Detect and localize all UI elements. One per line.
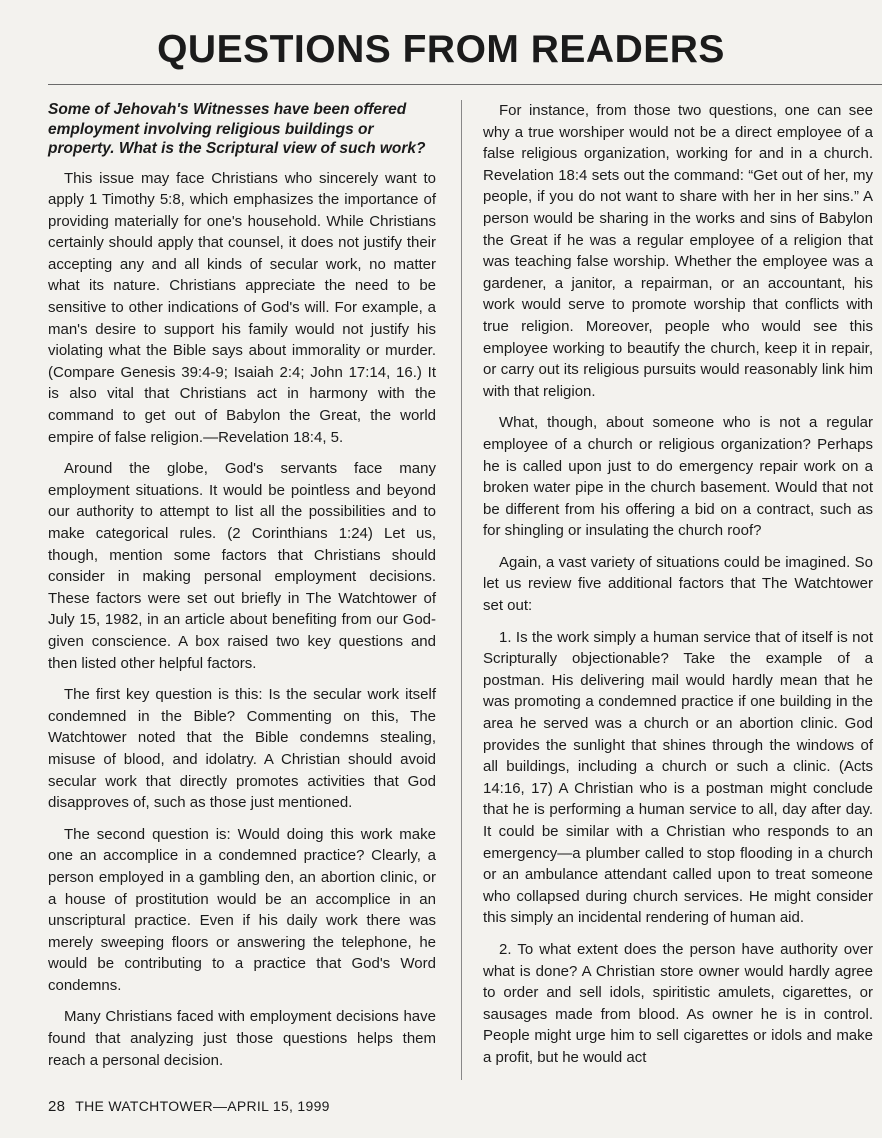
- page-number: 28: [48, 1098, 66, 1115]
- page-title: QUESTIONS FROM READERS: [157, 28, 725, 71]
- column-divider: [461, 100, 462, 1080]
- paragraph: This issue may face Christians who sincerely want to apply 1 Timothy 5:8, which emphasizes the importance of providing materially for one's household. While Christians certainly should apply that counsel, it does not justify their accepting any and all kinds of secular work, no matter what its nature. Christians appreciate the need to be sensitive to other indications of God's will. For example, a man's desire to support his family would not justify his violating what the Bible says about immorality or murder. (Compare Genesis 39:4-9; Isaiah 2:4; John 17:14, 16.) It is also vital that Christians act in harmony with the command to get out of Babylon the Great, the world empire of false religion.—Revelation 18:4, 5.: [48, 169, 436, 446]
- paragraph: What, though, about someone who is not a regular employee of a church or religious organization? Perhaps he is called upon just to do emergency repair work on a broken water pipe in the church basement. Would that not be different from his offering a bid on a contract, such as for shingling or insulating the church roof?: [483, 414, 873, 540]
- paragraph: 2. To what extent does the person have authority over what is done? A Christian store owner would hardly agree to order and sell idols, spiritistic amulets, cigarettes, or sausages made from blood. As owner he is in control. People might urge him to sell cigarettes or idols and make a profit, but he would act: [483, 940, 873, 1066]
- paragraph: For instance, from those two questions, one can see why a true worshiper would not be a direct employee of a false religious organization, working for and in a church. Revelation 18:4 sets out the command: “Get out of her, my people, if you do not want to share with her in her sins.” A person would be sharing in the works and sins of Babylon the Great if he was a regular employee of a religion that was teaching false worship. Whether the employee was a gardener, a janitor, a repairman, or an accountant, his work would serve to promote worship that conflicts with true religion. Moreover, people who would see this employee working to beautify the church, keep it in repair, or carry out its religious pursuits would reasonably link him with that religion.: [483, 102, 873, 400]
- paragraph: Many Christians faced with employment decisions have found that analyzing just those questions helps them reach a personal decision.: [48, 1008, 436, 1069]
- right-column: [483, 100, 873, 1079]
- title-rule: [48, 84, 882, 85]
- paragraph: The first key question is this: Is the secular work itself condemned in the Bible? Commenting on this, The Watchtower noted that the Bible condemns stealing, misuse of blood, and idolatry. A Christian should avoid secular work that directly promotes activities that God disapproves of, such as those just mentioned.: [48, 686, 436, 812]
- left-column: [48, 100, 436, 1081]
- paragraph: 1. Is the work simply a human service that of itself is not Scripturally objectionable? Take the example of a postman. His delivering mail would hardly mean that he was promoting a condemned practice if one building in the area he served was a church or an abortion clinic. God provides the sunlight that shines through the windows of all buildings, including a church or such a clinic. (Acts 14:16, 17) A Christian who is a postman might conclude that he is performing a human service to all, day after day. It could be similar with a Christian who responds to an emergency—a plumber called to stop flooding in a church or an ambulance attendant called upon to treat someone who collapsed during church services. He might consider this simply an incidental rendering of human aid.: [483, 628, 873, 927]
- publication-line: THE WATCHTOWER—APRIL 15, 1999: [75, 1098, 330, 1114]
- paragraph: The second question is: Would doing this work make one an accomplice in a condemned practice? Clearly, a person employed in a gambling den, an abortion clinic, or a house of prostitution would be an accomplice in an unscriptural practice. Even if his daily work there was merely sweeping floors or answering the telephone, he would be contributing to a practice that God's Word condemns.: [48, 825, 436, 994]
- page-footer: [48, 1098, 330, 1115]
- paragraph: Around the globe, God's servants face many employment situations. It would be pointless and beyond our authority to attempt to list all the possibilities and to make categorical rules. (2 Corinthians 1:24) Let us, though, mention some factors that Christians should consider in making personal employment decisions. These factors were set out briefly in The Watchtower of July 15, 1982, in an article about benefiting from our God-given conscience. A box raised two key questions and then listed other helpful factors.: [48, 460, 436, 672]
- paragraph: Again, a vast variety of situations could be imagined. So let us review five additional factors that The Watchtower set out:: [483, 553, 873, 615]
- reader-question: Some of Jehovah's Witnesses have been offered employment involving religious buildings or property. What is the Scriptural view of such work?: [48, 101, 426, 157]
